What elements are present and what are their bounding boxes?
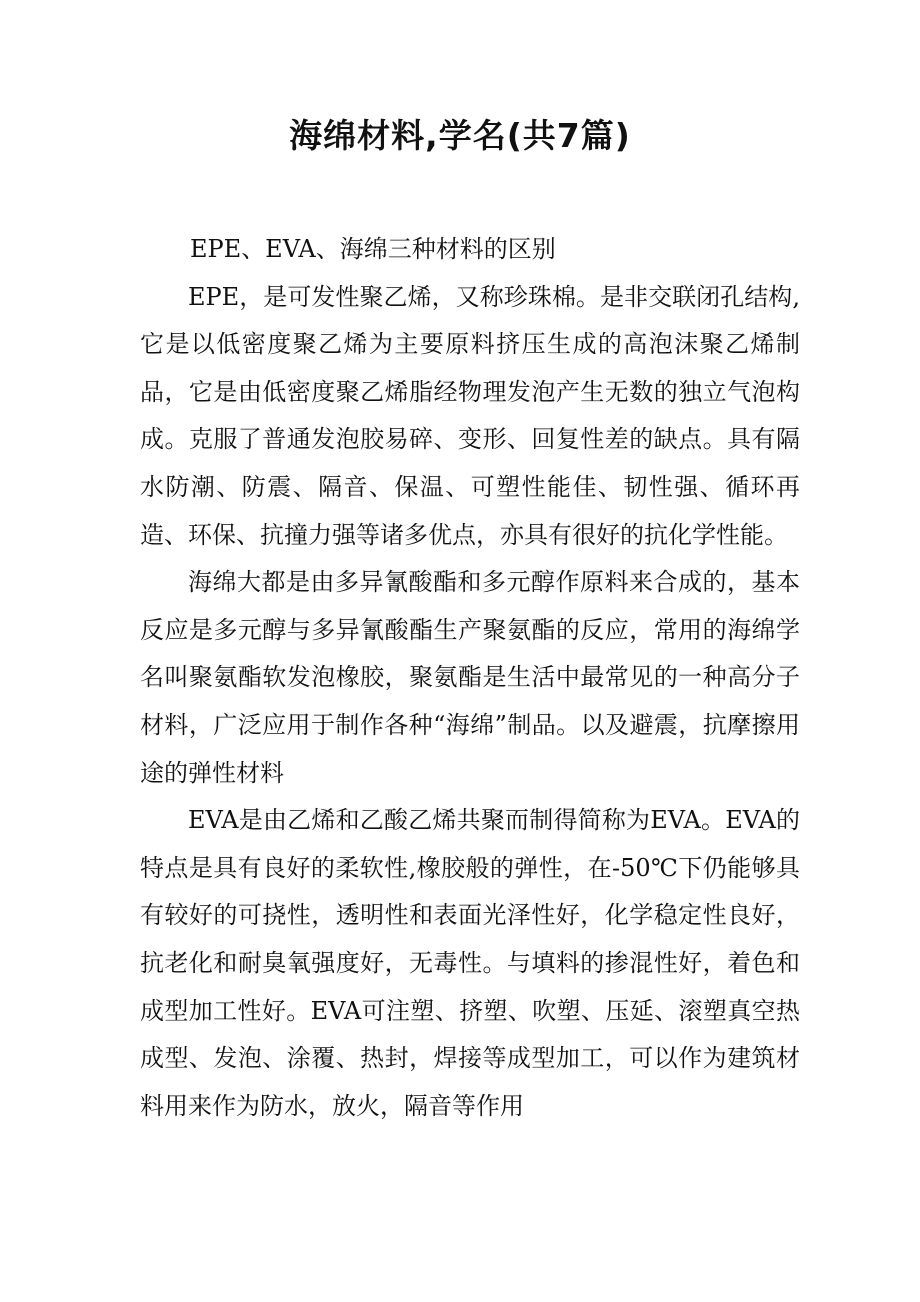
document-body — [140, 226, 800, 1130]
section-subheading: EPE、EVA、海绵三种材料的区别 — [190, 235, 556, 263]
paragraph-eva: EVA是由乙烯和乙酸乙烯共聚而制得简称为EVA。EVA的特点是具有良好的柔软性,橡胶般的弹性，在-50℃下仍能够具有较好的可挠性，透明性和表面光泽性好，化学稳定性良好，抗老化和耐臭氧强度好，无毒性。与填料的掺混性好，着色和成型加工性好。EVA可注塑、挤塑、吹塑、压延、滚塑真空热成型、发泡、涂覆、热封，焊接等成型加工，可以作为建筑材料用来作为防水，放火，隔音等作用 — [140, 806, 800, 1120]
paragraph-sponge: 海绵大都是由多异氰酸酯和多元醇作原料来合成的，基本反应是多元醇与多异氰酸酯生产聚氨酯的反应，常用的海绵学名叫聚氨酯软发泡橡胶，聚氨酯是生活中最常见的一种高分子材料，广泛应用于制作各种“海绵”制品。以及避震，抗摩擦用途的弹性材料 — [140, 568, 800, 787]
paragraph-epe: EPE，是可发性聚乙烯，又称珍珠棉。是非交联闭孔结构,它是以低密度聚乙烯为主要原料挤压生成的高泡沫聚乙烯制品，它是由低密度聚乙烯脂经物理发泡产生无数的独立气泡构成。克服了普通发泡胶易碎、变形、回复性差的缺点。具有隔水防潮、防震、隔音、保温、可塑性能佳、韧性强、循环再造、环保、抗撞力强等诸多优点，亦具有很好的抗化学性能。 — [140, 282, 800, 549]
document-title: 海绵材料,学名(共7篇) — [289, 116, 631, 155]
